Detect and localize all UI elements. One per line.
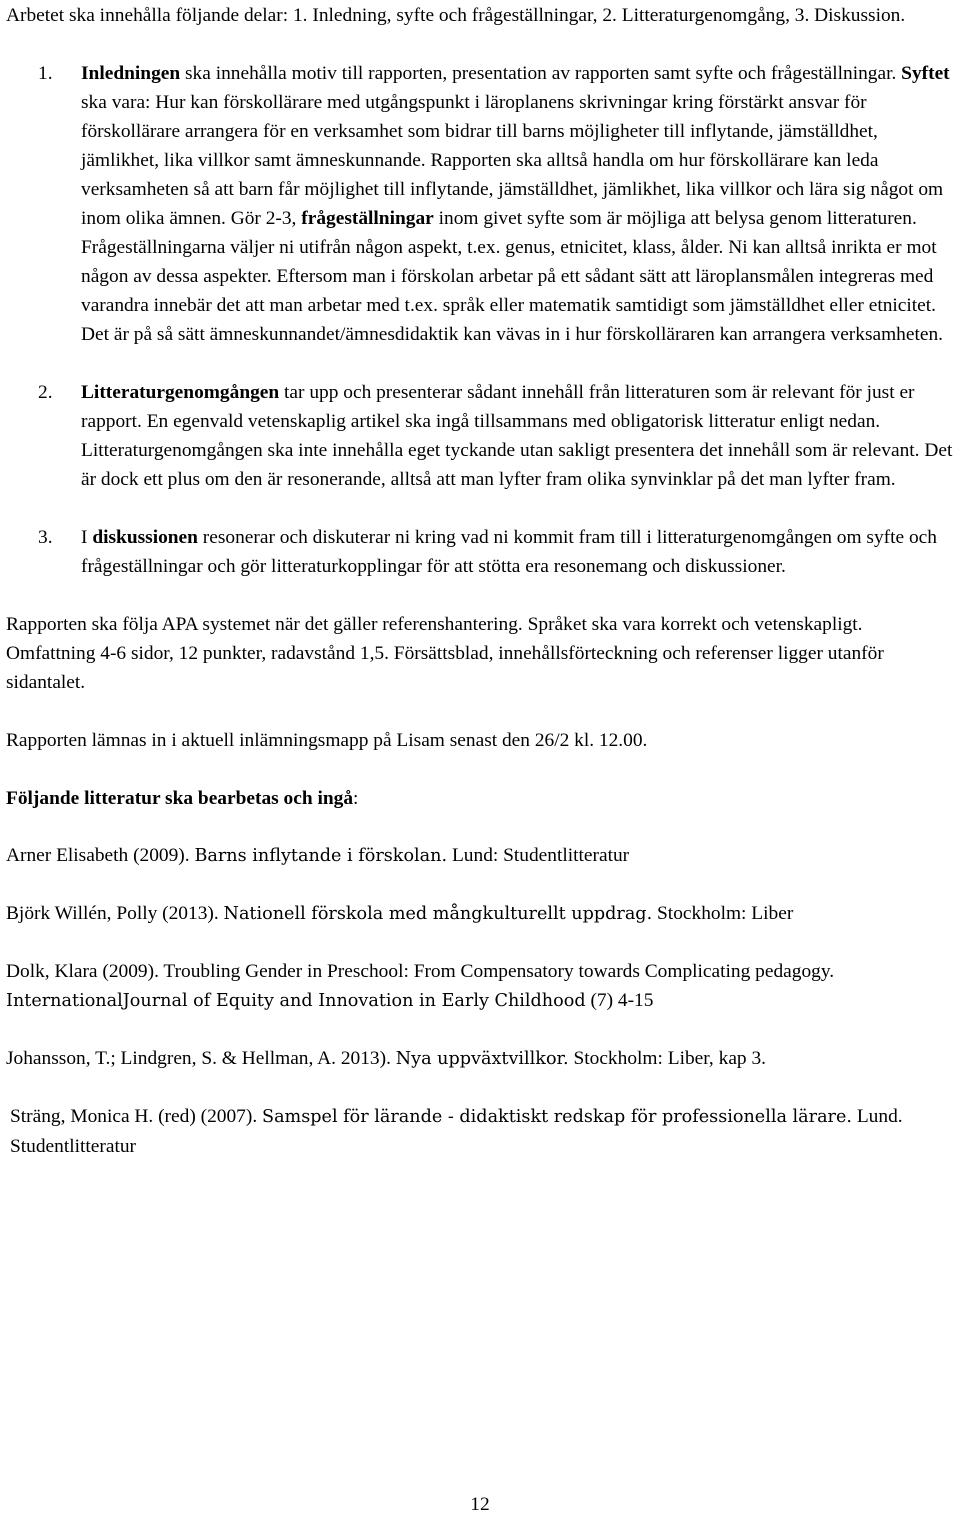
bold-term: Syftet (901, 63, 950, 84)
literature-heading-text: Följande litteratur ska bearbetas och ingå (6, 788, 354, 809)
text-run: tar upp och presenterar sådant innehåll från litteraturen som är relevant för just er rapport. En egenvald vetenskaplig artikel ska ingå tillsammans med obligatorisk litteratur enligt nedan. Litteraturgenomgången ska inte innehålla eget tyckande utan sakligt presentera det innehåll som är relevant. Det är dock ett plus om den är resonerande, alltså att man lyfter fram olika synvinklar på det man lyfter fram. (81, 382, 953, 490)
text-run: ska vara: Hur kan förskollärare med utgångspunkt i läroplanens skrivningar kring förstärkt ansvar för förskollärare arrangera för en verksamhet som bidrar till barns möjligheter till inflytande, jämställdhet, jämlikhet, lika villkor samt ämneskunnande. Rapporten ska alltså handla om hur förskollärare kan leda verksamheten så att barn får möjlighet till inflytande, jämställdhet, jämlikhet, lika villkor och lära sig något om inom olika ämnen. Gör 2-3, (81, 92, 944, 229)
intro-paragraph: Arbetet ska innehålla följande delar: 1. Inledning, syfte och frågeställningar, 2. Litteraturgenomgång, 3. Diskussion. (6, 5, 906, 26)
list-number: 3. (38, 527, 53, 548)
reference-text: Lund. Studentlitteratur (10, 1106, 903, 1157)
reference-text: Arner Elisabeth (2009). (6, 845, 195, 866)
list-item-diskussion (6, 523, 954, 581)
reference-entry (6, 899, 954, 929)
section-text (81, 63, 950, 345)
bold-term: diskussionen (92, 527, 198, 548)
reference-title: Barns inflytande i förskolan. (194, 846, 448, 866)
literature-heading: Följande litteratur ska bearbetas och ingå: (6, 788, 359, 809)
reference-text: Lund: Studentlitteratur (447, 845, 630, 866)
submission-paragraph: Rapporten lämnas in i aktuell inlämningsmapp på Lisam senast den 26/2 kl. 12.00. (6, 730, 648, 751)
reference-title: Samspel för lärande - didaktiskt redskap för professionella lärare. (262, 1107, 852, 1127)
list-item-litteraturgenomgang (6, 378, 954, 494)
reference-entry (6, 1102, 954, 1161)
text-run: ska innehålla motiv till rapporten, presentation av rapporten samt syfte och frågeställningar. (180, 63, 902, 84)
section-list (6, 59, 954, 581)
text-run: resonerar och diskuterar ni kring vad ni kommit fram till i litteraturgenomgången om syfte och frågeställningar och gör litteraturkopplingar för att stötta era resonemang och diskussioner. (81, 527, 937, 577)
page-number: 12 (470, 1494, 490, 1515)
reference-title: Nya uppväxtvillkor. (395, 1049, 569, 1069)
reference-title: InternationalJournal of Equity and Innovation in Early Childhood (6, 991, 586, 1011)
document-page (6, 1, 954, 1161)
reference-entry (6, 841, 954, 871)
text-run: I (81, 527, 93, 548)
bold-term: Inledningen (81, 63, 181, 84)
reference-entry (6, 957, 954, 1016)
reference-title: Nationell förskola med mångkulturellt uppdrag. (223, 904, 653, 924)
text-run: inom givet syfte som är möjliga att belysa genom litteraturen. Frågeställningarna väljer ni utifrån någon aspekt, t.ex. genus, etnicitet, klass, ålder. Ni kan alltså inrikta er mot någon av dessa aspekter. Eftersom man i förskolan arbetar på ett sådant sätt att läroplansmålen integreras med varandra innebär det att man arbetar med t.ex. språk eller matematik samtidigt som jämställdhet eller etnicitet. Det är på så sätt ämneskunnandet/ämnesdidaktik kan vävas in i hur förskolläraren kan arrangera verksamheten. (81, 208, 944, 345)
reference-text: Björk Willén, Polly (2013). (6, 903, 224, 924)
reference-text: Dolk, Klara (2009). Troubling Gender in Preschool: From Compensatory towards Complicating pedagogy. (6, 961, 835, 982)
section-text (81, 527, 937, 577)
bold-term: frågeställningar (301, 208, 434, 229)
list-number: 1. (38, 63, 53, 84)
bold-term: Litteraturgenomgången (81, 382, 280, 403)
reference-text: Johansson, T.; Lindgren, S. & Hellman, A. 2013). (6, 1048, 396, 1069)
list-number: 2. (38, 382, 53, 403)
reference-text: Stockholm: Liber (652, 903, 794, 924)
reference-text: (7) 4-15 (585, 990, 654, 1011)
reference-text: Stockholm: Liber, kap 3. (568, 1048, 767, 1069)
reference-text: Sträng, Monica H. (red) (2007). (10, 1106, 263, 1127)
section-text (81, 382, 952, 490)
list-item-inledning (6, 59, 954, 349)
reference-entry (6, 1044, 954, 1074)
apa-paragraph: Rapporten ska följa APA systemet när det gäller referenshantering. Språket ska vara korrekt och vetenskapligt. Omfattning 4-6 sidor, 12 punkter, radavstånd 1,5. Försättsblad, innehållsförteckning och referenser ligger utanför sidantalet. (6, 614, 884, 693)
reference-list (6, 841, 954, 1161)
